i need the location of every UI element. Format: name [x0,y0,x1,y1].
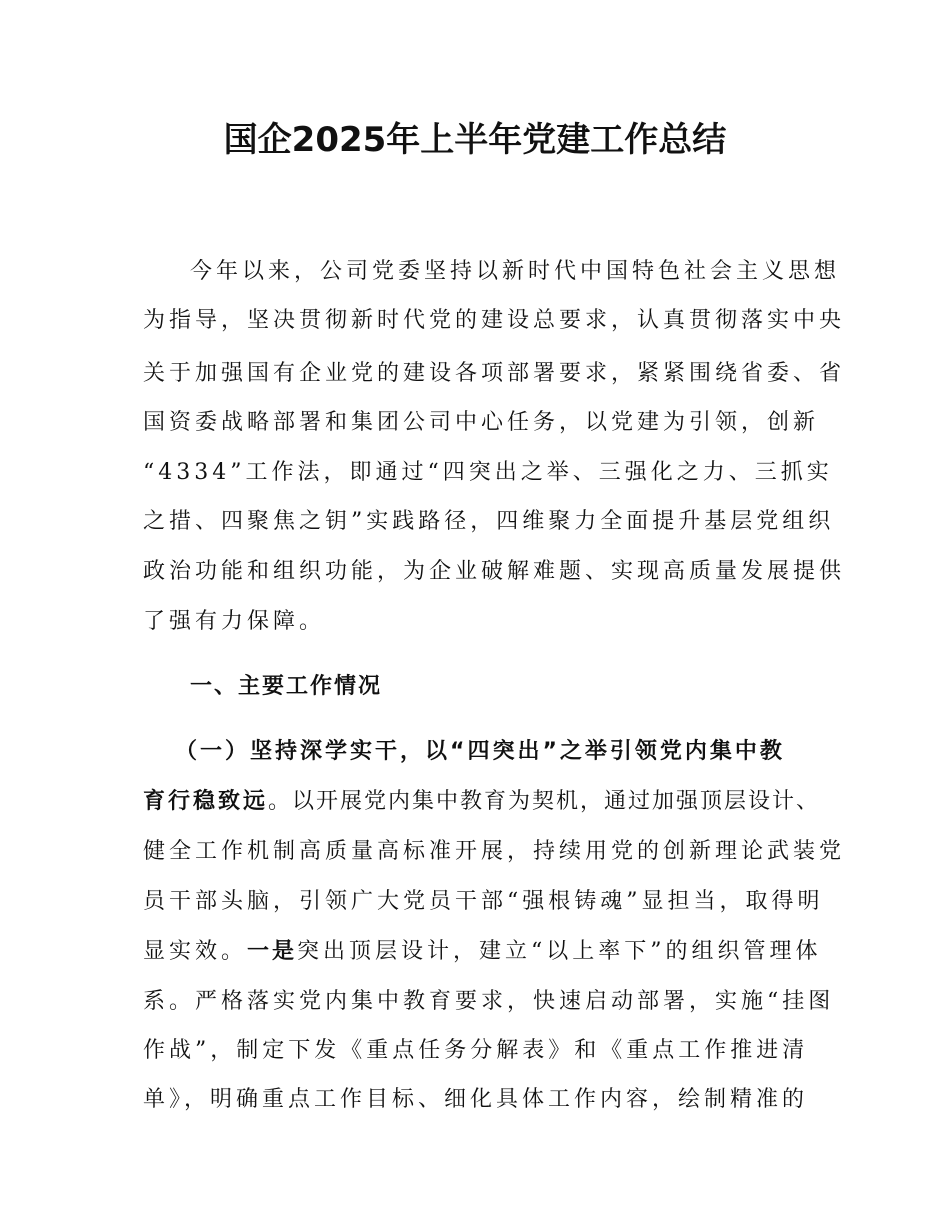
section-heading: 一、主要工作情况 [190,674,383,699]
body-line: 健全工作机制高质量高标准开展，持续用党的创新理论武装党 [143,839,846,864]
subsection-heading: （一）坚持深学实干，以“四突出”之举引领党内集中教 [175,739,785,764]
body-line: 作战”，制定下发《重点任务分解表》和《重点工作推进清 [143,1038,809,1063]
intro-line: 今年以来，公司党委坚持以新时代中国特色社会主义思想 [190,259,841,284]
body-line: 员干部头脑，引领广大党员干部“强根铸魂”显担当，取得明 [143,889,824,914]
body-text: 显实效。 [143,939,248,964]
subsection-heading-end: 育行稳致远 [143,789,269,814]
intro-line: 政治功能和组织功能，为企业破解难题、实现高质量发展提供 [143,559,846,584]
emphasis-label: 一是 [247,939,298,964]
intro-line: 之措、四聚焦之钥”实践路径，四维聚力全面提升基层党组织 [143,509,835,534]
intro-line: 了强有力保障。 [143,609,326,634]
body-text: 突出顶层设计，建立“以上率下”的组织管理体 [297,939,822,964]
body-line: 系。严格落实党内集中教育要求，快速启动部署，实施“挂图 [143,989,835,1014]
intro-line: “4334”工作法，即通过“四突出之举、三强化之力、三抓实 [143,460,833,485]
body-line [143,782,843,822]
body-line: 单》，明确重点工作目标、细化具体工作内容，绘制精准的 [143,1087,809,1112]
intro-line: 关于加强国有企业党的建设各项部署要求，紧紧围绕省委、省 [143,361,846,386]
body-line [143,932,843,972]
body-text: 。以开展党内集中教育为契机，通过加强顶层设计、 [268,789,821,814]
document-title: 国企2025年上半年党建工作总结 [223,120,727,160]
intro-line: 为指导，坚决贯彻新时代党的建设总要求，认真贯彻落实中央 [143,308,846,333]
intro-line: 国资委战略部署和集团公司中心任务，以党建为引领，创新 [143,410,820,435]
